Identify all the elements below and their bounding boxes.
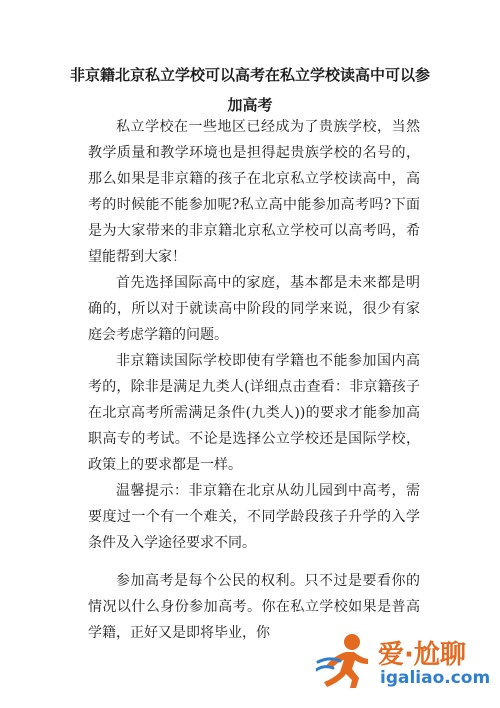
paragraph-1: 私立学校在一些地区已经成为了贵族学校，当然教学质量和教学环境也是担得起贵族学校的名号的，那么如果是非京籍的孩子在北京私立学校读高中，高考的时候能不能参加呢?私立高中能参加高考吗?下面是为大家带来的非京籍北京私立学校可以高考吗，希望能帮到大家！: [88, 119, 420, 265]
paragraph-4: 温馨提示：非京籍在北京从幼儿园到中高考，需要度过一个有一个难关，不同学龄段孩子升学的入学条件及入学途径要求不同。: [88, 483, 420, 551]
watermark-logo: [316, 628, 491, 694]
watermark-name: 爱·尬聊: [378, 640, 466, 670]
paragraph-3: 非京籍读国际学校即使有学籍也不能参加国内高考的，除非是满足九类人(详细点击查看：非京籍孩子在北京高考所需满足条件(九类人))的要求才能参加高职高专的考试。不论是选择公立学校还是国际学校，政策上的要求都是一样。: [88, 353, 420, 473]
running-person-logo-icon: [316, 632, 372, 690]
watermark-url: igaliao.com: [380, 668, 491, 688]
paragraph-2: 首先选择国际高中的家庭，基本都是未来都是明确的，所以对于就读高中阶段的同学来说，很少有家庭会考虑学籍的问题。: [88, 275, 420, 343]
document-title: 非京籍北京私立学校可以高考在私立学校读高中可以参加高考: [70, 66, 431, 114]
paragraph-5: 参加高考是每个公民的权利。只不过是要看你的情况以什么身份参加高考。你在私立学校如果是普高学籍，正好又是即将毕业，你: [88, 573, 420, 641]
